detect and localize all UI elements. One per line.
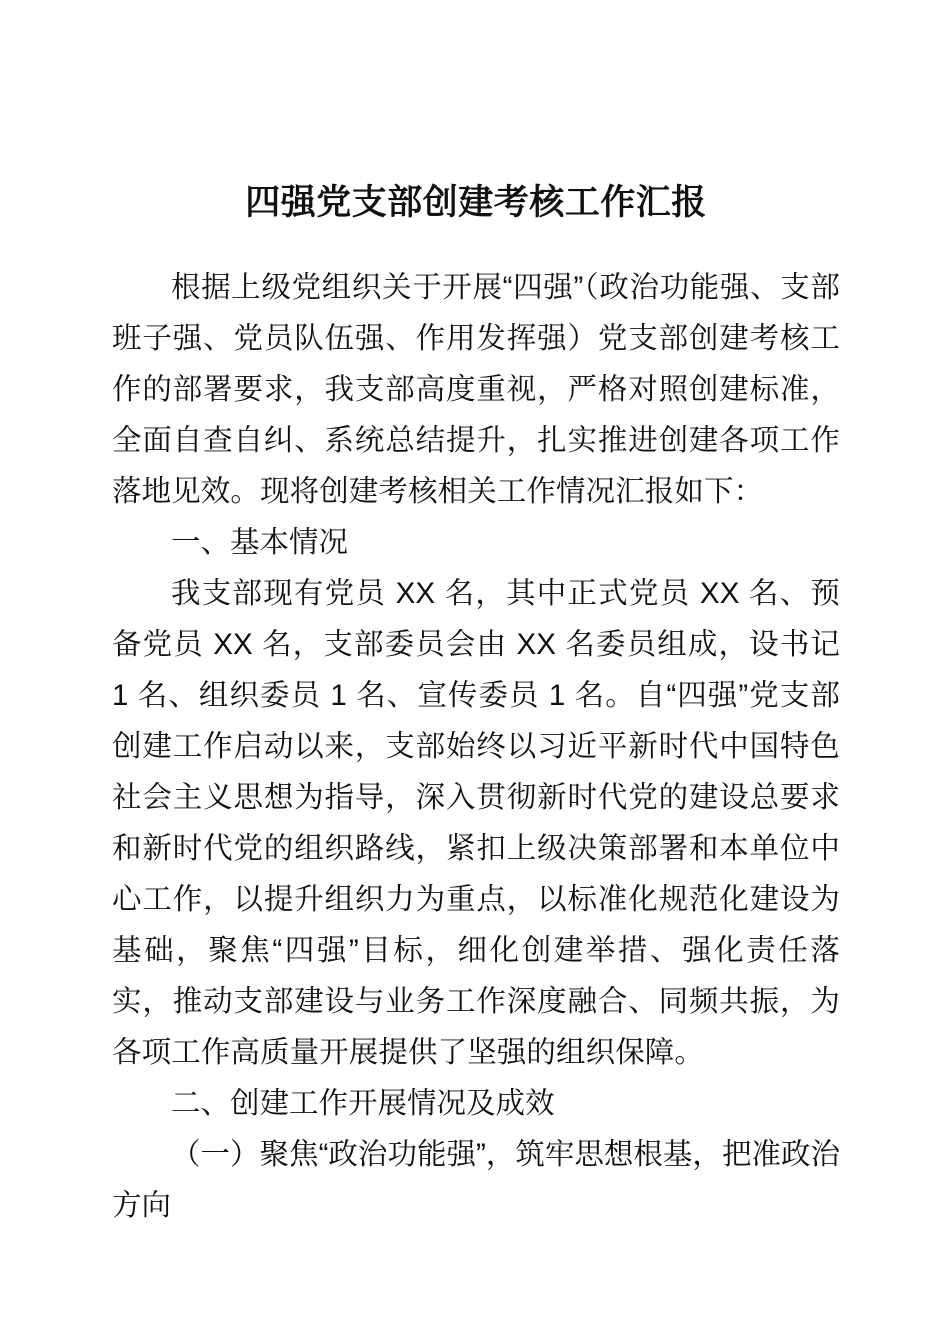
- intro-paragraph: 根据上级党组织关于开展“四强”（政治功能强、支部班子强、党员队伍强、作用发挥强）党支部创建考核工作的部署要求，我支部高度重视，严格对照创建标准，全面自查自纠、系统总结提升，扎实推进创建各项工作落地见效。现将创建考核相关工作情况汇报如下：: [112, 270, 840, 508]
- section-two-subheading-one: （一）聚焦“政治功能强”，筑牢思想根基，把准政治方向: [112, 1137, 840, 1222]
- section-heading-two: 二、创建工作开展情况及成效: [171, 1086, 555, 1120]
- page-title: 四强党支部创建考核工作汇报: [245, 183, 707, 222]
- section-heading-one: 一、基本情况: [171, 525, 349, 559]
- section-one-paragraph: 我支部现有党员 XX 名，其中正式党员 XX 名、预备党员 XX 名，支部委员会由 XX 名委员组成，设书记 1 名、组织委员 1 名、宣传委员 1 名。自“四强”党支部创建工作启动以来，支部始终以习近平新时代中国特色社会主义思想为指导，深入贯彻新时代党的建设总要求和新时代党的组织路线，紧扣上级决策部署和本单位中心工作，以提升组织力为重点，以标准化规范化建设为基础，聚焦“四强”目标，细化创建举措、强化责任落实，推动支部建设与业务工作深度融合、同频共振，为各项工作高质量开展提供了坚强的组织保障。: [112, 576, 840, 1069]
- document-content-area: [112, 0, 840, 1231]
